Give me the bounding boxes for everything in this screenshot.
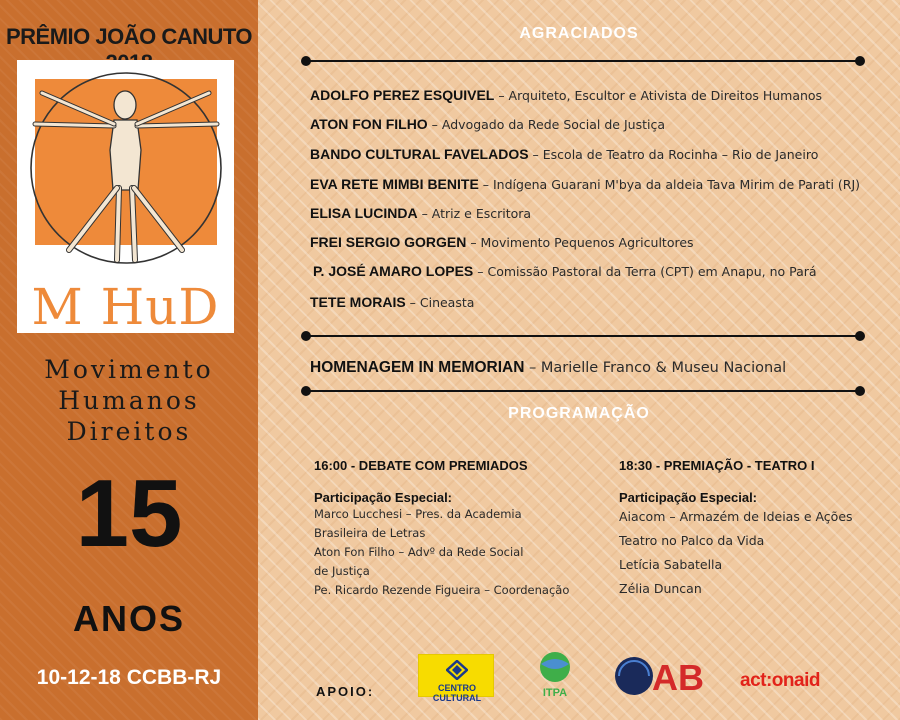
divider-memorian-bottom: [305, 390, 861, 392]
program-line: de Justiça: [314, 564, 370, 578]
itpa-logo: [535, 650, 575, 700]
honoree-desc: – Movimento Pequenos Agricultores: [466, 235, 694, 250]
honoree-name: BANDO CULTURAL FAVELADOS: [310, 146, 529, 162]
honoree-item: [310, 176, 860, 193]
program-column-premiacao: [619, 458, 889, 601]
program-head: 18:30 - PREMIAÇÃO - TEATRO I: [619, 458, 815, 473]
honoree-item: [313, 263, 817, 280]
program-line: Pe. Ricardo Rezende Figueira – Coordenação: [314, 583, 570, 597]
oab-text: AB: [652, 657, 704, 698]
movement-line-2: Humanos: [58, 386, 200, 415]
honoree-name: P. JOSÉ AMARO LOPES: [313, 263, 474, 279]
program-column-debate: [314, 458, 604, 600]
memorian-line: [310, 357, 786, 377]
anniversary-unit: ANOS: [72, 598, 185, 639]
logo-text: M HuD: [31, 278, 220, 336]
actionaid-logo: act:onaid: [740, 670, 820, 691]
honoree-item: [310, 294, 474, 311]
anniversary-number: 15: [75, 460, 183, 567]
program-sub: Participação Especial:: [619, 490, 758, 505]
honoree-desc: – Comissão Pastoral da Terra (CPT) em Anapu, no Pará: [473, 264, 817, 279]
bb-symbol-icon: [446, 660, 468, 680]
program-line: Zélia Duncan: [619, 581, 702, 596]
program-line: Marco Lucchesi – Pres. da Academia: [314, 507, 522, 521]
memorian-desc: – Marielle Franco & Museu Nacional: [524, 360, 787, 376]
honoree-item: [310, 116, 665, 133]
program-line: Brasileira de Letras: [314, 526, 426, 540]
oab-logo: [614, 654, 710, 698]
itpa-text: ITPA: [542, 687, 568, 699]
apoio-label: APOIO:: [316, 684, 375, 699]
honoree-desc: – Escola de Teatro da Rocinha – Rio de Janeiro: [528, 147, 819, 162]
honoree-name: TETE MORAIS: [310, 294, 406, 310]
programacao-title: PROGRAMAÇÃO: [508, 405, 650, 422]
program-line: Aiacom – Armazém de Ideias e Ações: [619, 509, 853, 524]
honoree-name: ELISA LUCINDA: [310, 205, 418, 221]
honoree-name: ATON FON FILHO: [310, 116, 428, 132]
agraciados-title: AGRACIADOS: [519, 25, 639, 42]
event-date-place: 10-12-18 CCBB-RJ: [36, 666, 222, 689]
honoree-item: [310, 146, 818, 163]
honoree-desc: – Indígena Guarani M'bya da aldeia Tava Mirim de Parati (RJ): [478, 177, 861, 192]
program-line: Teatro no Palco da Vida: [619, 533, 765, 548]
memorian-name: HOMENAGEM IN MEMORIAN: [310, 359, 525, 376]
program-head: 16:00 - DEBATE COM PREMIADOS: [314, 458, 528, 473]
mhud-logo: [17, 60, 234, 336]
award-title: PRÊMIO JOÃO CANUTO: [5, 24, 253, 49]
honoree-item: [310, 205, 531, 222]
program-line: Letícia Sabatella: [619, 557, 723, 572]
movement-line-1: Movimento: [44, 355, 214, 384]
honoree-desc: – Cineasta: [405, 295, 475, 310]
divider-top: [305, 60, 861, 62]
honoree-name: ADOLFO PEREZ ESQUIVEL: [310, 87, 495, 103]
honoree-desc: – Arquiteto, Escultor e Ativista de Direitos Humanos: [494, 88, 823, 103]
divider-memorian-top: [305, 335, 861, 337]
movement-line-3: Direitos: [66, 417, 192, 446]
honoree-item: [310, 234, 694, 251]
honoree-desc: – Advogado da Rede Social de Justiça: [427, 117, 666, 132]
honoree-name: FREI SERGIO GORGEN: [310, 234, 467, 250]
honoree-name: EVA RETE MIMBI BENITE: [310, 176, 479, 192]
banco-do-brasil-logo: [418, 654, 494, 703]
honoree-item: [310, 87, 822, 104]
program-sub: Participação Especial:: [314, 490, 453, 505]
bb-text: CENTRO CULTURAL: [432, 683, 482, 703]
honoree-desc: – Atriz e Escritora: [417, 206, 532, 221]
program-line: Aton Fon Filho – Advº da Rede Social: [314, 545, 524, 559]
